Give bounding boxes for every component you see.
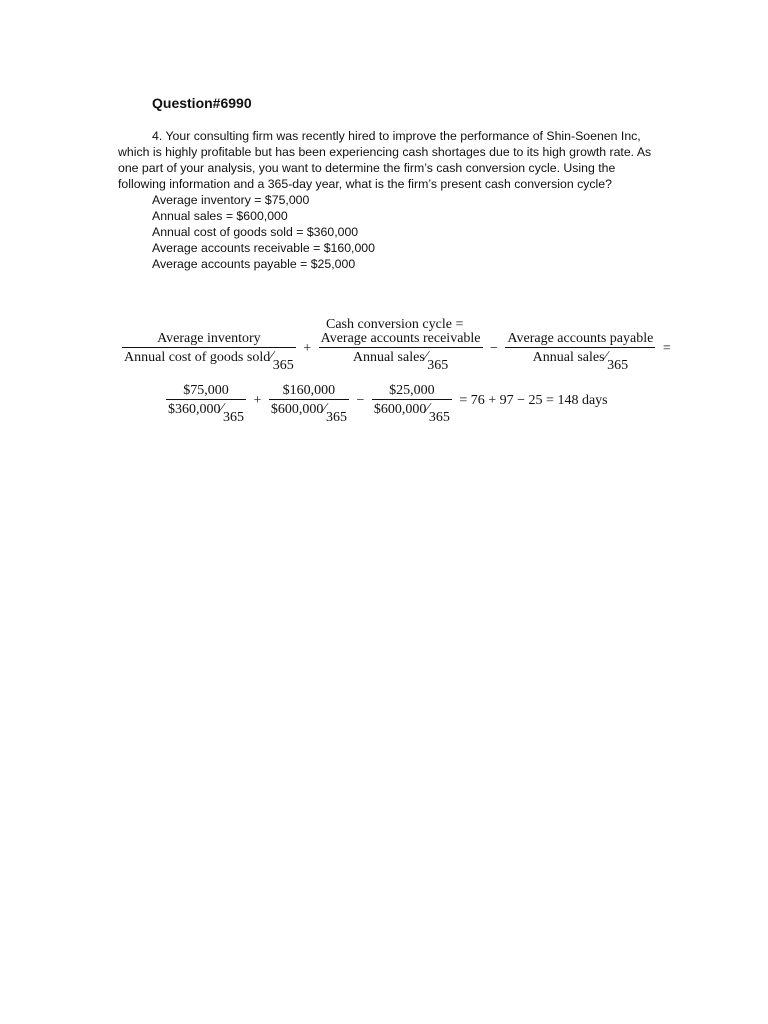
numerator: Average accounts receivable: [320, 331, 481, 346]
denominator: [269, 400, 349, 425]
plus-sign: +: [303, 341, 312, 356]
formula-label: Cash conversion cycle =: [326, 317, 464, 332]
minus-sign: −: [490, 341, 498, 356]
slash: ∕: [424, 349, 428, 365]
days-value: 365: [223, 410, 245, 425]
days-value: 365: [272, 358, 294, 373]
days-value: 365: [607, 358, 629, 373]
numerator: $75,000: [166, 383, 246, 400]
slash: ∕: [323, 401, 326, 417]
given-item: Average inventory = $75,000: [152, 193, 310, 207]
numerator: $25,000: [372, 383, 452, 400]
formula-row: [122, 331, 675, 373]
denominator-text: $360,000: [168, 402, 221, 417]
question-title: Question#6990: [152, 95, 252, 111]
denominator: [319, 348, 483, 373]
minus-sign: −: [356, 393, 365, 408]
given-item: Annual sales = $600,000: [152, 209, 288, 223]
fraction-inventory-days: [122, 331, 296, 373]
denominator-text: Annual sales: [532, 350, 605, 365]
question-text: 4. Your consulting firm was recently hired to improve the performance of Shin-Soenen Inc, which is highly profitable but has been experiencing cash shortages due to its high growth rate. As one part of your analysis, you want to determine the firm’s cash conversion cycle. Using the following information and a 365-day year, what is the firm’s present cash conversion cycle?: [118, 129, 652, 191]
fraction-value-2: [269, 383, 349, 425]
calculation-row: [166, 383, 612, 425]
fraction-value-1: [166, 383, 246, 425]
denominator: [505, 348, 655, 373]
fraction-receivable-days: [319, 331, 483, 373]
days-value: 365: [427, 358, 449, 373]
denominator-text: $600,000: [270, 402, 324, 417]
numerator: Average accounts payable: [507, 331, 654, 346]
plus-sign: +: [253, 393, 262, 408]
denominator-text: Annual cost of goods sold: [124, 350, 271, 365]
numerator: Average inventory: [122, 331, 296, 348]
denominator: [166, 400, 246, 425]
slash: ∕: [604, 349, 608, 365]
fraction-payable-days: [505, 331, 655, 373]
numerator: $160,000: [269, 383, 349, 400]
denominator-text: $600,000: [373, 402, 427, 417]
days-value: 365: [325, 410, 347, 425]
result: = 76 + 97 − 25 = 148 days: [459, 393, 608, 408]
slash: ∕: [220, 401, 224, 417]
denominator: [122, 348, 296, 373]
fraction-value-3: [372, 383, 452, 425]
denominator: [372, 400, 452, 425]
days-value: 365: [428, 410, 450, 425]
slash: ∕: [270, 349, 273, 365]
given-item: Average accounts payable = $25,000: [152, 257, 356, 271]
slash: ∕: [426, 401, 429, 417]
equals-sign: =: [662, 341, 671, 356]
question-body: [118, 128, 658, 272]
given-item: Annual cost of goods sold = $360,000: [152, 225, 359, 239]
denominator-text: Annual sales: [352, 350, 425, 365]
given-item: Average accounts receivable = $160,000: [152, 241, 375, 255]
